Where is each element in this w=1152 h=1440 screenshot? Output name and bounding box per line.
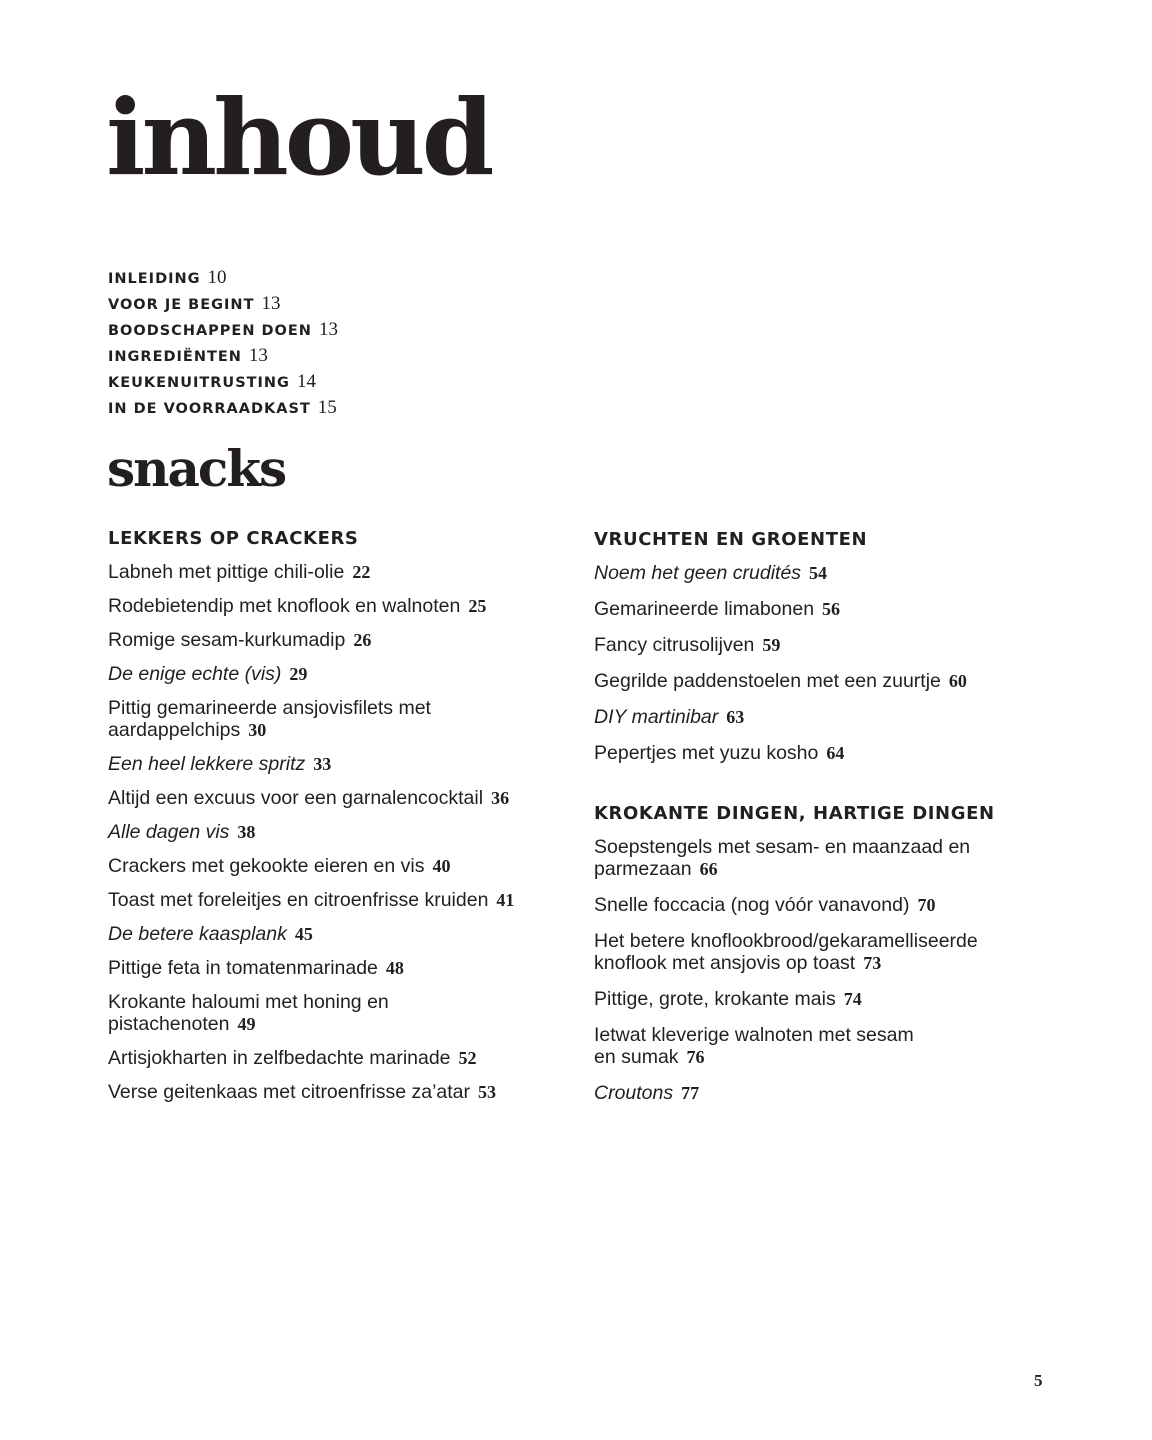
intro-page-number: 13	[318, 319, 338, 340]
entry-page-number: 49	[237, 1014, 256, 1034]
toc-entry[interactable]	[594, 742, 1024, 764]
toc-entry[interactable]	[594, 894, 1024, 916]
toc-entry[interactable]	[108, 753, 568, 775]
entry-page-number: 25	[468, 596, 487, 616]
toc-entry[interactable]	[594, 706, 1024, 728]
page-title: inhoud	[106, 76, 491, 199]
entry-title: De betere kaasplank	[108, 923, 287, 945]
intro-label: INLEIDING	[108, 271, 201, 287]
intro-item-boodschappen-doen[interactable]	[108, 317, 338, 343]
entry-title: Rodebietendip met knoflook en walnoten	[108, 595, 461, 617]
toc-entry[interactable]	[594, 930, 1014, 974]
entry-title: Croutons	[594, 1082, 674, 1104]
entry-page-number: 60	[948, 671, 967, 691]
intro-page-number: 13	[261, 293, 281, 314]
entry-page-number: 36	[491, 788, 510, 808]
entry-title: Pittige, grote, krokante mais	[594, 988, 836, 1010]
entry-title: Snelle foccacia (nog vóór vanavond)	[594, 894, 910, 916]
entry-page-number: 66	[699, 859, 718, 879]
group-heading-vruchten-en-groenten: VRUCHTEN EN GROENTEN	[594, 529, 868, 550]
toc-entry[interactable]	[108, 561, 568, 583]
toc-entry[interactable]	[108, 821, 568, 843]
intro-list	[108, 265, 338, 421]
entry-page-number: 63	[726, 707, 745, 727]
entry-title: Ietwat kleverige walnoten met sesam en sumak	[594, 1024, 914, 1068]
entry-page-number: 22	[352, 562, 371, 582]
toc-entry[interactable]	[108, 629, 568, 651]
toc-entry[interactable]	[108, 787, 568, 809]
intro-item-in-de-voorraadkast[interactable]	[108, 395, 338, 421]
entry-page-number: 41	[496, 890, 515, 910]
entry-page-number: 40	[432, 856, 451, 876]
entry-title: Fancy citrusolijven	[594, 634, 755, 656]
entry-page-number: 52	[458, 1048, 477, 1068]
entry-title: Soepstengels met sesam- en maanzaad en parmezaan	[594, 836, 971, 880]
toc-entry[interactable]	[594, 562, 1024, 584]
entry-page-number: 38	[237, 822, 256, 842]
toc-entry[interactable]	[594, 836, 994, 880]
intro-item-inleiding[interactable]	[108, 265, 338, 291]
entry-page-number: 76	[686, 1047, 705, 1067]
toc-entry[interactable]	[108, 923, 568, 945]
entry-title: Crackers met gekookte eieren en vis	[108, 855, 425, 877]
toc-entry[interactable]	[108, 957, 568, 979]
entry-page-number: 74	[843, 989, 862, 1009]
intro-label: INGREDIËNTEN	[108, 349, 242, 365]
entry-title: Pittig gemarineerde ansjovisfilets met aardappelchips	[108, 697, 431, 741]
entry-title: Pittige feta in tomatenmarinade	[108, 957, 378, 979]
entry-title: Het betere knoflookbrood/gekaramelliseerde knoflook met ansjovis op toast	[594, 930, 978, 974]
entry-page-number: 30	[248, 720, 267, 740]
entry-title: Noem het geen crudités	[594, 562, 802, 584]
toc-entry[interactable]	[108, 697, 468, 741]
toc-entry[interactable]	[594, 1082, 1024, 1104]
toc-entry[interactable]	[108, 1047, 568, 1069]
toc-column-left	[108, 527, 568, 1115]
toc-entry[interactable]	[108, 889, 568, 911]
entry-title: Pepertjes met yuzu kosho	[594, 742, 819, 764]
entry-title: De enige echte (vis)	[108, 663, 282, 685]
entry-title: DIY martinibar	[594, 706, 719, 728]
intro-page-number: 15	[317, 397, 337, 418]
section-title: snacks	[107, 439, 286, 498]
intro-label: KEUKENUITRUSTING	[108, 375, 290, 391]
entry-page-number: 54	[809, 563, 828, 583]
entry-title: Een heel lekkere spritz	[108, 753, 306, 775]
group-spacer	[594, 778, 1024, 802]
page-number: 5	[1034, 1371, 1043, 1390]
intro-page-number: 10	[207, 267, 227, 288]
entry-page-number: 59	[762, 635, 781, 655]
toc-entry[interactable]	[594, 1024, 939, 1068]
intro-page-number: 14	[296, 371, 316, 392]
entry-page-number: 29	[289, 664, 308, 684]
entry-title: Gemarineerde limabonen	[594, 598, 815, 620]
toc-column-right	[594, 528, 1024, 1118]
toc-entry[interactable]	[108, 663, 568, 685]
toc-entry[interactable]	[594, 598, 1024, 620]
toc-entry[interactable]	[108, 991, 428, 1035]
entry-page-number: 56	[822, 599, 841, 619]
entry-page-number: 53	[478, 1082, 497, 1102]
intro-label: IN DE VOORRAADKAST	[108, 401, 311, 417]
entry-title: Artisjokharten in zelfbedachte marinade	[108, 1047, 451, 1069]
group-heading-krokante-dingen: KROKANTE DINGEN, HARTIGE DINGEN	[594, 803, 995, 824]
entry-title: Toast met foreleitjes en citroenfrisse kruiden	[108, 889, 489, 911]
entry-title: Gegrilde paddenstoelen met een zuurtje	[594, 670, 941, 692]
entry-title: Alle dagen vis	[108, 821, 230, 843]
intro-page-number: 13	[248, 345, 268, 366]
entry-page-number: 33	[313, 754, 332, 774]
group-heading-lekkers-op-crackers: LEKKERS OP CRACKERS	[108, 528, 359, 549]
entry-title: Verse geitenkaas met citroenfrisse za’atar	[108, 1081, 471, 1103]
toc-entry[interactable]	[108, 595, 568, 617]
entry-title: Krokante haloumi met honing en pistachenoten	[108, 991, 389, 1035]
intro-label: BOODSCHAPPEN DOEN	[108, 323, 312, 339]
entry-page-number: 77	[681, 1083, 700, 1103]
toc-entry[interactable]	[108, 855, 568, 877]
entry-page-number: 45	[294, 924, 313, 944]
toc-entry[interactable]	[108, 1081, 568, 1103]
intro-item-keukenuitrusting[interactable]	[108, 369, 338, 395]
toc-entry[interactable]	[594, 670, 1024, 692]
entry-page-number: 70	[917, 895, 936, 915]
entry-title: Labneh met pittige chili-olie	[108, 561, 345, 583]
entry-page-number: 64	[826, 743, 845, 763]
intro-label: VOOR JE BEGINT	[108, 297, 255, 313]
intro-item-ingredienten[interactable]	[108, 343, 338, 369]
entry-title: Romige sesam-kurkumadip	[108, 629, 346, 651]
entry-page-number: 73	[863, 953, 882, 973]
toc-entry[interactable]	[594, 634, 1024, 656]
entry-page-number: 26	[353, 630, 372, 650]
entry-title: Altijd een excuus voor een garnalencocktail	[108, 787, 484, 809]
entry-page-number: 48	[385, 958, 404, 978]
intro-item-voor-je-begint[interactable]	[108, 291, 338, 317]
toc-entry[interactable]	[594, 988, 1024, 1010]
